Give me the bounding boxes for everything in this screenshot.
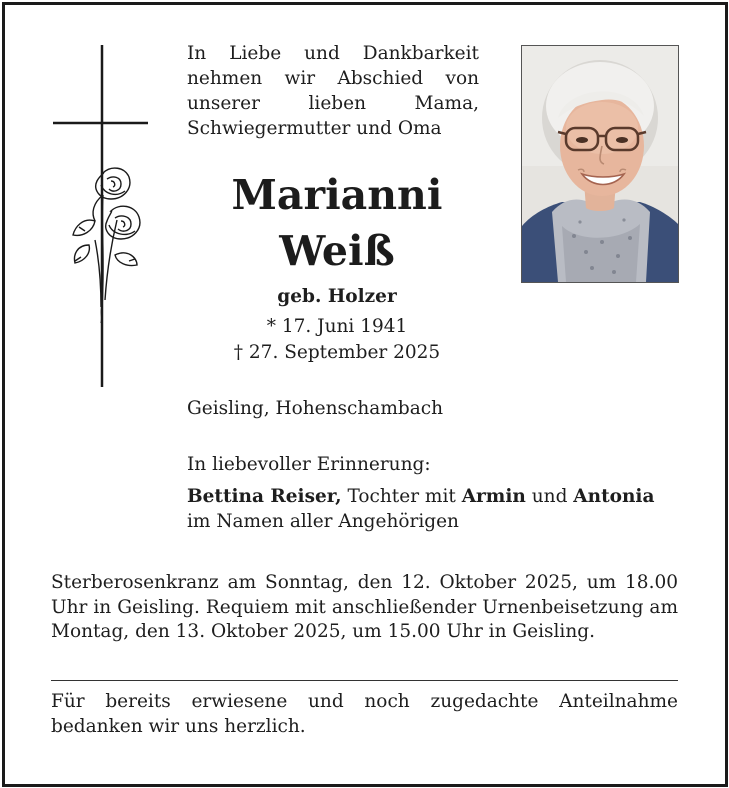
signer-antonia: Antonia	[573, 486, 655, 507]
cross-with-roses	[45, 45, 155, 390]
place: Geisling, Hohenschambach	[187, 398, 444, 419]
birth-date: * 17. Juni 1941	[266, 316, 408, 337]
divider	[51, 680, 678, 681]
memory-label: In liebevoller Erinnerung:	[187, 454, 431, 475]
signer-armin: Armin	[461, 486, 526, 507]
maiden-name: geb. Holzer	[277, 286, 397, 307]
thanks-text: Für bereits erwiesene und noch zugedachte Anteilnahme bedanken wir uns herzlich.	[51, 691, 678, 737]
signer-text-2: und	[525, 486, 574, 507]
signers-line-2: im Namen aller Angehörigen	[187, 511, 459, 532]
signer-name: Bettina Reiser,	[187, 486, 342, 507]
obituary-notice	[2, 2, 728, 787]
cross-icon	[45, 45, 155, 390]
portrait-image	[522, 46, 678, 282]
first-name: Marianni	[231, 171, 443, 219]
death-date: † 27. September 2025	[233, 342, 441, 363]
intro-text: In Liebe und Dankbarkeit nehmen wir Abschied von unserer lieben Mama, Schwiegermutter und Oma	[187, 43, 479, 139]
last-name: Weiß	[279, 227, 395, 275]
signers-line	[187, 485, 654, 509]
service-notice: Sterberosenkranz am Sonntag, den 12. Oktober 2025, um 18.00 Uhr in Geisling. Requiem mit anschließender Urnenbeisetzung am Montag, den 13. Oktober 2025, um 15.00 Uhr in Geisling.	[51, 572, 678, 642]
signer-text-1: Tochter mit	[341, 486, 462, 507]
portrait-photo	[521, 45, 679, 283]
rose-icon	[73, 168, 140, 323]
